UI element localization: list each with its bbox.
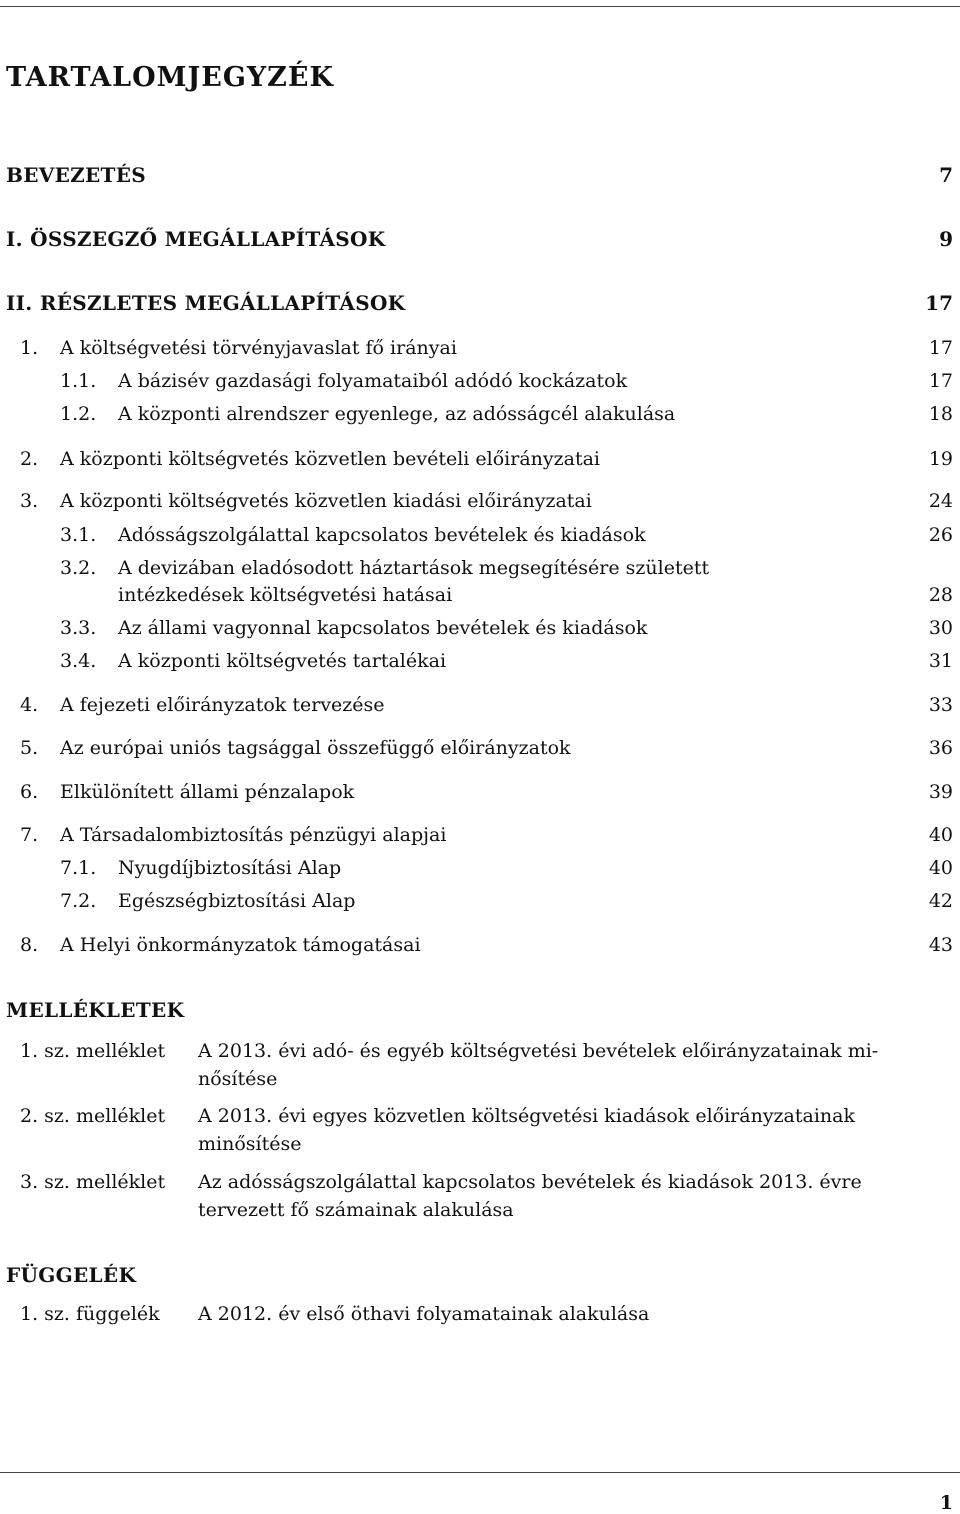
entry-number: 6. <box>20 781 39 803</box>
entry-page: 42 <box>928 890 953 912</box>
annex-title-continued: tervezett fő számainak alakulása <box>198 1199 514 1221</box>
entry-page: 24 <box>928 490 953 512</box>
entry-title: A fejezeti előirányzatok tervezése <box>60 694 385 716</box>
entry-page: 26 <box>928 524 953 546</box>
appendix-title: FÜGGELÉK <box>6 1263 137 1287</box>
entry-number: 2. <box>20 448 39 470</box>
section-page: 17 <box>925 291 953 315</box>
annex-label: 1. sz. melléklet <box>20 1040 166 1062</box>
entry-page: 40 <box>928 857 953 879</box>
entry-title: A Helyi önkormányzatok támogatásai <box>60 934 421 956</box>
entry-number: 7. <box>20 824 39 846</box>
entry-page: 39 <box>928 781 953 803</box>
entry-title: A költségvetési törvényjavaslat fő irányai <box>60 337 457 359</box>
entry-page: 18 <box>928 403 953 425</box>
entry-page: 43 <box>928 934 953 956</box>
entry-title-continued: intézkedések költségvetési hatásai <box>118 584 453 606</box>
top-rule <box>0 6 960 7</box>
entry-title: A devizában eladósodott háztartások megsegítésére született <box>118 557 710 579</box>
entry-page: 17 <box>928 337 953 359</box>
entry-number: 3.1. <box>60 524 97 546</box>
section-title: II. RÉSZLETES MEGÁLLAPÍTÁSOK <box>6 291 406 315</box>
entry-page: 17 <box>928 370 953 392</box>
entry-number: 1.1. <box>60 370 97 392</box>
entry-number: 5. <box>20 737 39 759</box>
page-title: TARTALOMJEGYZÉK <box>6 62 334 93</box>
entry-number: 1.2. <box>60 403 97 425</box>
entry-number: 3.3. <box>60 617 97 639</box>
entry-title: Az állami vagyonnal kapcsolatos bevételek és kiadások <box>118 617 648 639</box>
section-title: BEVEZETÉS <box>6 163 147 187</box>
annex-title: A 2013. évi egyes közvetlen költségvetési kiadások előirányzatainak <box>198 1105 856 1127</box>
entry-page: 33 <box>928 694 953 716</box>
entry-title: Adósságszolgálattal kapcsolatos bevételek és kiadások <box>118 524 646 546</box>
entry-title: Egészségbiztosítási Alap <box>118 890 356 912</box>
entry-page: 31 <box>928 650 953 672</box>
entry-title: A Társadalombiztosítás pénzügyi alapjai <box>60 824 447 846</box>
entry-number: 8. <box>20 934 39 956</box>
entry-title: A központi alrendszer egyenlege, az adósságcél alakulása <box>118 403 676 425</box>
bottom-rule <box>0 1472 960 1473</box>
section-title: I. ÖSSZEGZŐ MEGÁLLAPÍTÁSOK <box>6 227 386 251</box>
annex-title-continued: minősítése <box>198 1133 302 1155</box>
entry-page: 28 <box>928 584 953 606</box>
entry-title: A bázisév gazdasági folyamataiból adódó kockázatok <box>118 370 628 392</box>
annex-title: A 2013. évi adó- és egyéb költségvetési bevételek előirányzatainak mi- <box>198 1040 879 1062</box>
entry-title: Nyugdíjbiztosítási Alap <box>118 857 342 879</box>
section-page: 7 <box>939 163 953 187</box>
entry-page: 40 <box>928 824 953 846</box>
entry-title: A központi költségvetés közvetlen kiadási előirányzatai <box>60 490 592 512</box>
entry-number: 3. <box>20 490 39 512</box>
entry-page: 19 <box>928 448 953 470</box>
entry-number: 1. <box>20 337 39 359</box>
section-page: 9 <box>939 227 953 251</box>
entry-page: 36 <box>928 737 953 759</box>
appendix-title-text: A 2012. év első öthavi folyamatainak alakulása <box>198 1303 650 1325</box>
entry-number: 7.2. <box>60 890 97 912</box>
page-number: 1 <box>939 1492 953 1514</box>
appendix-label: 1. sz. függelék <box>20 1303 160 1325</box>
entry-title: Elkülönített állami pénzalapok <box>60 781 355 803</box>
entry-number: 7.1. <box>60 857 97 879</box>
entry-number: 3.4. <box>60 650 97 672</box>
annex-title-continued: nősítése <box>198 1068 278 1090</box>
annex-title: Az adósságszolgálattal kapcsolatos bevételek és kiadások 2013. évre <box>198 1171 862 1193</box>
entry-page: 30 <box>928 617 953 639</box>
entry-title: A központi költségvetés tartalékai <box>118 650 447 672</box>
entry-number: 3.2. <box>60 557 97 579</box>
annexes-title: MELLÉKLETEK <box>6 998 185 1022</box>
annex-label: 3. sz. melléklet <box>20 1171 166 1193</box>
annex-label: 2. sz. melléklet <box>20 1105 166 1127</box>
entry-title: Az európai uniós tagsággal összefüggő előirányzatok <box>60 737 571 759</box>
entry-title: A központi költségvetés közvetlen bevételi előirányzatai <box>60 448 601 470</box>
entry-number: 4. <box>20 694 39 716</box>
